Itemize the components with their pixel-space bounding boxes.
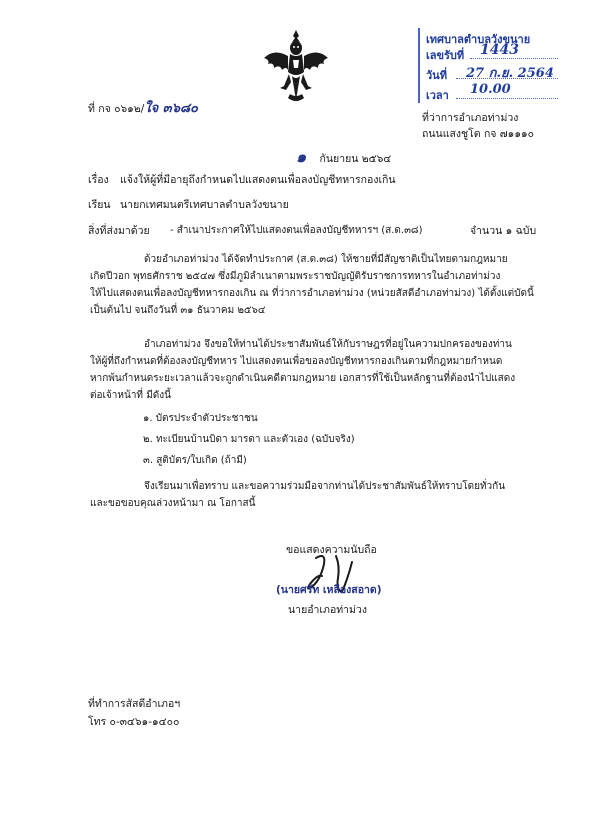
recipient-text: นายกเทศมนตรีเทศบาลตำบลวังขนาย [120,199,289,211]
reference-number [88,99,198,119]
stamp-underline [470,58,558,59]
footer-office: ที่ทำการสัสดีอำเภอฯ [88,698,181,710]
recipient-label: เรียน [88,199,111,211]
paragraph-line: ต่อเจ้าหน้าที่ มีดังนี้ [90,390,172,401]
reference-label: ที่ กจ ๐๖๑๒/ [88,103,145,115]
paragraph-line: ด้วยอำเภอท่าม่วง ได้จัดทำประกาศ (ส.ด.๓๘) ให้ชายที่มีสัญชาติเป็นไทยตามกฎหมาย [144,254,508,265]
signatory-name: (นายศรัท เหลืองสอาด) [276,584,382,596]
attachment-text: - สำเนาประกาศให้ไปแสดงตนเพื่อลงบัญชีทหารฯ (ส.ด.๓๘) [170,225,423,236]
paragraph-line: เป็นต้นไป จนถึงวันที่ ๓๑ ธันวาคม ๒๕๖๔ [90,305,266,316]
signatory-position: นายอำเภอท่าม่วง [288,604,368,616]
stamp-date-label: วันที่ [426,69,447,82]
attachment-label: สิ่งที่ส่งมาด้วย [88,225,150,237]
reference-handwritten: ใจ ๓๖๘๐ [144,101,198,116]
paragraph-line: หากพ้นกำหนดระยะเวลาแล้วจะถูกดำเนินคดีตามกฎหมาย เอกสารที่ใช้เป็นหลักฐานที่ต้องนำไปแสดง [90,373,516,384]
stamp-time: 10.00 [470,82,511,97]
paragraph-line: และขอขอบคุณล่วงหน้ามา ณ โอกาสนี้ [90,498,256,509]
required-documents-list [143,408,355,471]
date-month-year: กันยายน ๒๕๖๔ [319,153,392,165]
stamp-org: เทศบาลตำบลวังขนาย [426,33,531,46]
stamp-underline [456,78,558,79]
document-item: ๑. บัตรประจำตัวประชาชน [143,413,258,424]
paragraph-intro [90,251,545,319]
office-address-line2: ถนนแสงชูโต กจ ๗๑๑๑๐ [422,128,535,140]
stamp-date: 27 ก.ย. 2564 [466,66,554,81]
paragraph-request [90,336,545,404]
paragraph-line: ให้ผู้ที่ถึงกำหนดที่ต้องลงบัญชีทหาร ไปแสดงตนเพื่อขอลงบัญชีทหารกองเกินตามที่กฎหมายกำหนด [90,356,503,367]
footer-phone: โทร ๐-๓๔๖๑-๑๔๐๐ [88,716,180,728]
stamp-recv-no: 1443 [480,42,519,58]
attachment-quantity: จำนวน ๑ ฉบับ [470,225,537,237]
stamp-time-label: เวลา [426,89,449,102]
subject-text: แจ้งให้ผู้ที่มีอายุถึงกำหนดไปแสดงตนเพื่อลงบัญชีทหารกองเกิน [120,174,396,186]
paragraph-line: อำเภอท่าม่วง จึงขอให้ท่านได้ประชาสัมพันธ์ให้กับราษฎรที่อยู่ในความปกครองของท่าน [144,339,512,350]
letter-date [296,145,391,170]
office-address-line1: ที่ว่าการอำเภอท่าม่วง [422,112,519,124]
stamp-recv-no-label: เลขรับที่ [426,49,465,62]
paragraph-closing [90,478,545,512]
closing-regards: ขอแสดงความนับถือ [286,544,377,556]
stamp-underline [456,98,558,99]
document-item: ๓. สูติบัตร/ใบเกิด (ถ้ามี) [143,455,247,466]
paragraph-line: จึงเรียนมาเพื่อทราบ และขอความร่วมมือจากท่านได้ประชาสัมพันธ์ให้ทราบโดยทั่วกัน [144,481,506,492]
paragraph-line: เกิดปีวอก พุทธศักราช ๒๕๔๗ ซึ่งมีภูมิลำเนาตามพระราชบัญญัติรับราชการทหารในอำเภอท่าม่วง [90,271,501,282]
paragraph-line: ให้ไปแสดงตนเพื่อลงบัญชีทหารกองเกิน ณ ที่ว่าการอำเภอท่าม่วง (หน่วยสัสดีอำเภอท่าม่วง) ได้ตั้งแต่บัดนี้ [90,288,534,299]
subject-label: เรื่อง [88,174,109,186]
date-day-handwritten: ๑ [296,147,307,166]
garuda-emblem-icon [262,28,330,106]
document-item: ๒. ทะเบียนบ้านบิดา มารดา และตัวเอง (ฉบับจริง) [143,434,355,445]
